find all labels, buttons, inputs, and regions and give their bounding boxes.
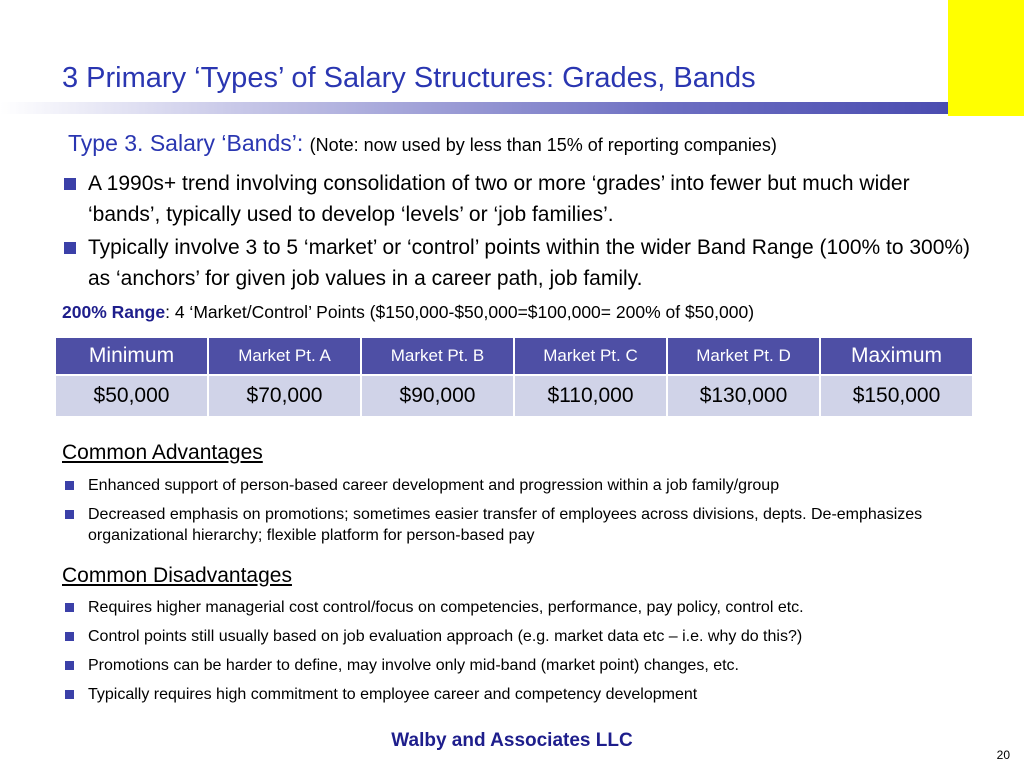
subtitle-note: (Note: now used by less than 15% of reporting companies) [309,135,777,155]
list-item-text: Requires higher managerial cost control/focus on competencies, performance, pay policy, control etc. [88,599,804,616]
range-label: 200% Range [62,302,166,322]
square-bullet-icon [64,242,76,254]
range-text: : 4 ‘Market/Control’ Points ($150,000-$50,000=$100,000= 200% of $50,000) [165,302,755,322]
bullet-item [62,232,982,294]
value-market-pt-c: $110,000 [514,375,667,417]
bullet-item [62,168,982,230]
square-bullet-icon [65,661,74,670]
subtitle [68,130,777,157]
header-market-pt-d: Market Pt. D [667,337,820,375]
list-item-text: Enhanced support of person-based career development and progression within a job family/group [88,477,780,494]
table-header-row [55,337,973,375]
subtitle-main: Type 3. Salary ‘Bands’: [68,130,310,156]
footer-company: Walby and Associates LLC [391,730,633,751]
main-bullets [62,168,982,296]
value-market-pt-d: $130,000 [667,375,820,417]
market-points-table [54,336,974,418]
bullet-text: A 1990s+ trend involving consolidation of two or more ‘grades’ into fewer but much wider ‘bands’, typically used to develop ‘levels’ or ‘job families’. [88,172,910,226]
range-description [62,302,754,323]
advantages-heading: Common Advantages [62,441,263,464]
square-bullet-icon [65,481,74,490]
header-maximum: Maximum [820,337,973,375]
list-item-text: Typically requires high commitment to employee career and competency development [88,686,698,703]
value-minimum: $50,000 [55,375,208,417]
value-maximum: $150,000 [820,375,973,417]
advantages-list [62,475,992,554]
list-item [62,475,992,496]
list-item-text: Control points still usually based on job evaluation approach (e.g. market data etc – i.e. why do this?) [88,628,803,645]
bullet-text: Typically involve 3 to 5 ‘market’ or ‘control’ points within the wider Band Range (100% to 300%) as ‘anchors’ for given job values in a career path, job family. [88,236,971,290]
list-item-text: Decreased emphasis on promotions; sometimes easier transfer of employees across divisions, depts. De-emphasizes organizational hierarchy; flexible platform for person-based pay [88,506,923,544]
accent-box [948,0,1024,116]
title-rule [0,102,948,114]
list-item-text: Promotions can be harder to define, may involve only mid-band (market point) changes, etc. [88,657,739,674]
header-market-pt-c: Market Pt. C [514,337,667,375]
value-market-pt-a: $70,000 [208,375,361,417]
header-market-pt-a: Market Pt. A [208,337,361,375]
value-market-pt-b: $90,000 [361,375,514,417]
list-item [62,504,992,546]
list-item [62,597,992,618]
disadvantages-heading: Common Disadvantages [62,564,292,587]
square-bullet-icon [65,603,74,612]
square-bullet-icon [65,690,74,699]
disadvantages-list [62,597,992,713]
list-item [62,626,992,647]
header-minimum: Minimum [55,337,208,375]
table-row [55,375,973,417]
square-bullet-icon [64,178,76,190]
page-number: 20 [996,748,1010,762]
slide-title: 3 Primary ‘Types’ of Salary Structures: Grades, Bands [62,62,756,94]
list-item [62,655,992,676]
square-bullet-icon [65,632,74,641]
header-market-pt-b: Market Pt. B [361,337,514,375]
list-item [62,684,992,705]
square-bullet-icon [65,510,74,519]
